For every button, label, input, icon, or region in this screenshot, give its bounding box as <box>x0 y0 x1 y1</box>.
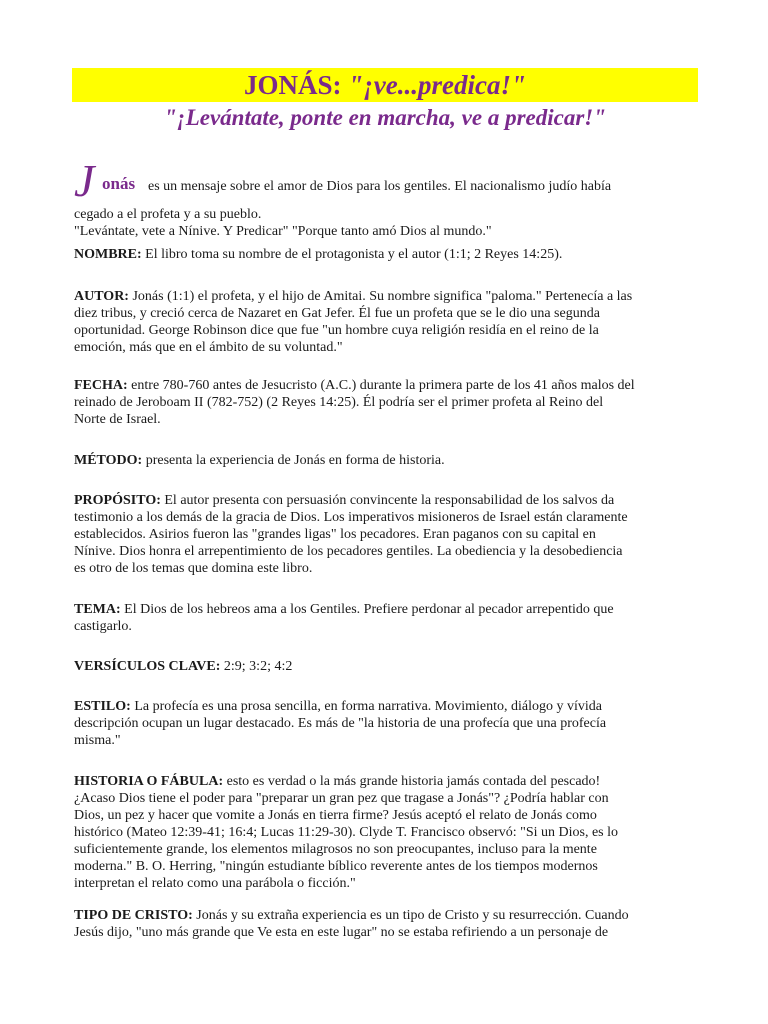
section-tema <box>74 601 694 635</box>
section-label: PROPÓSITO: <box>74 493 161 508</box>
section-label: AUTOR: <box>74 289 129 304</box>
intro-line: "Levántate, vete a Nínive. Y Predicar" "Porque tanto amó Dios al mundo." <box>74 224 492 239</box>
section-text: 2:9; 3:2; 4:2 <box>223 659 293 674</box>
section-text: misma." <box>74 733 121 748</box>
section-text: diez tribus, y creció cerca de Nazaret en Gat Jefer. Él fue un profeta que se le dio una segunda <box>74 306 600 321</box>
section-text: El libro toma su nombre de el protagonista y el autor (1:1; 2 Reyes 14:25). <box>145 247 563 262</box>
section-text: histórico (Mateo 12:39-41; 16:4; Lucas 11:29-30). Clyde T. Francisco observó: "Si un Dios, es lo <box>74 825 618 840</box>
section-tipo-de-cristo <box>74 907 694 941</box>
section-text: entre 780-760 antes de Jesucristo (A.C.) durante la primera parte de los 41 años malos del <box>131 378 635 393</box>
section-text: es otro de los temas que domina este libro. <box>74 561 313 576</box>
title-name: JONÁS: <box>244 70 349 100</box>
section-text: La profecía es una prosa sencilla, en forma narrativa. Movimiento, diálogo y vívida <box>134 699 602 714</box>
section-text: interpretan el relato como una parábola o ficción." <box>74 876 356 891</box>
section-text: Jonás (1:1) el profeta, y el hijo de Amitai. Su nombre significa "paloma." Pertenecía a las <box>132 289 633 304</box>
section-text: emoción, más que en el ámbito de su voluntad." <box>74 340 343 355</box>
intro-first-line: es un mensaje sobre el amor de Dios para los gentiles. El nacionalismo judío había <box>148 179 612 194</box>
section-label: HISTORIA O FÁBULA: <box>74 774 224 789</box>
section-autor <box>74 288 694 356</box>
section-text: Dios, un pez y hacer que vomite a Jonás en tierra firme? Jesús aceptó el relato de Jonás como <box>74 808 597 823</box>
section-text: establecidos. Asirios fueron las "grandes ligas" los pecadores. Eran paganos con su capital en <box>74 527 596 542</box>
section-label: TEMA: <box>74 602 121 617</box>
section-label: FECHA: <box>74 378 128 393</box>
section-text: oportunidad. George Robinson dice que fue "un hombre cuya religión residía en el reino de la <box>74 323 599 338</box>
subtitle: "¡Levántate, ponte en marcha, ve a predicar!" <box>163 105 607 130</box>
section-text: Norte de Israel. <box>74 412 161 427</box>
section-label: VERSÍCULOS CLAVE: <box>74 659 221 674</box>
section-nombre <box>74 246 694 263</box>
section-label: MÉTODO: <box>74 453 143 468</box>
section-text: Jesús dijo, "uno más grande que Ve esta en este lugar" no se estaba refiriendo a un personaje de <box>74 925 609 940</box>
section-text: reinado de Jeroboam II (782-752) (2 Reyes 14:25). Él podría ser el primer profeta al Reino del <box>74 395 604 410</box>
drop-cap: J <box>74 155 95 206</box>
section-text: suficientemente grande, los elementos milagrosos no son preocupantes, incluso para la mente <box>74 842 597 857</box>
section-label: ESTILO: <box>74 699 131 714</box>
drop-cap-rest: onás <box>102 174 136 193</box>
title-quote: "¡ve...predica!" <box>348 70 526 100</box>
section-text: El autor presenta con persuasión convincente la responsabilidad de los salvos da <box>164 493 615 508</box>
section-fecha <box>74 377 694 428</box>
section-estilo <box>74 698 694 749</box>
section-historia <box>74 773 694 892</box>
section-metodo <box>74 452 694 469</box>
intro-line: cegado a el profeta y a su pueblo. <box>74 207 262 222</box>
section-proposito <box>74 492 694 577</box>
section-text: presenta la experiencia de Jonás en forma de historia. <box>145 453 445 468</box>
section-text: ¿Acaso Dios tiene el poder para "preparar un gran pez que tragase a Jonás"? ¿Podría hablar con <box>74 791 609 806</box>
section-text: Nínive. Dios honra el arrepentimiento de los pecadores gentiles. La obediencia y la desobediencia <box>74 544 623 559</box>
section-text: moderna." B. O. Herring, "ningún estudiante bíblico reverente antes de los tiempos modernos <box>74 859 598 874</box>
page-title <box>244 70 526 100</box>
section-text: El Dios de los hebreos ama a los Gentiles. Prefiere perdonar al pecador arrepentido que <box>124 602 614 617</box>
intro-paragraph <box>74 155 694 240</box>
section-text: testimonio a los demás de la gracia de Dios. Los imperativos misioneros de Israel están claramente <box>74 510 628 525</box>
section-text: esto es verdad o la más grande historia jamás contada del pescado! <box>226 774 601 789</box>
section-label: TIPO DE CRISTO: <box>74 908 193 923</box>
section-text: descripción ocupan un lugar destacado. Es más de "la historia de una profecía que una profecía <box>74 716 607 731</box>
section-versiculos <box>74 658 694 675</box>
title-banner <box>72 68 698 102</box>
section-text: castigarlo. <box>74 619 132 634</box>
section-label: NOMBRE: <box>74 247 142 262</box>
section-text: Jonás y su extraña experiencia es un tipo de Cristo y su resurrección. Cuando <box>196 908 629 923</box>
